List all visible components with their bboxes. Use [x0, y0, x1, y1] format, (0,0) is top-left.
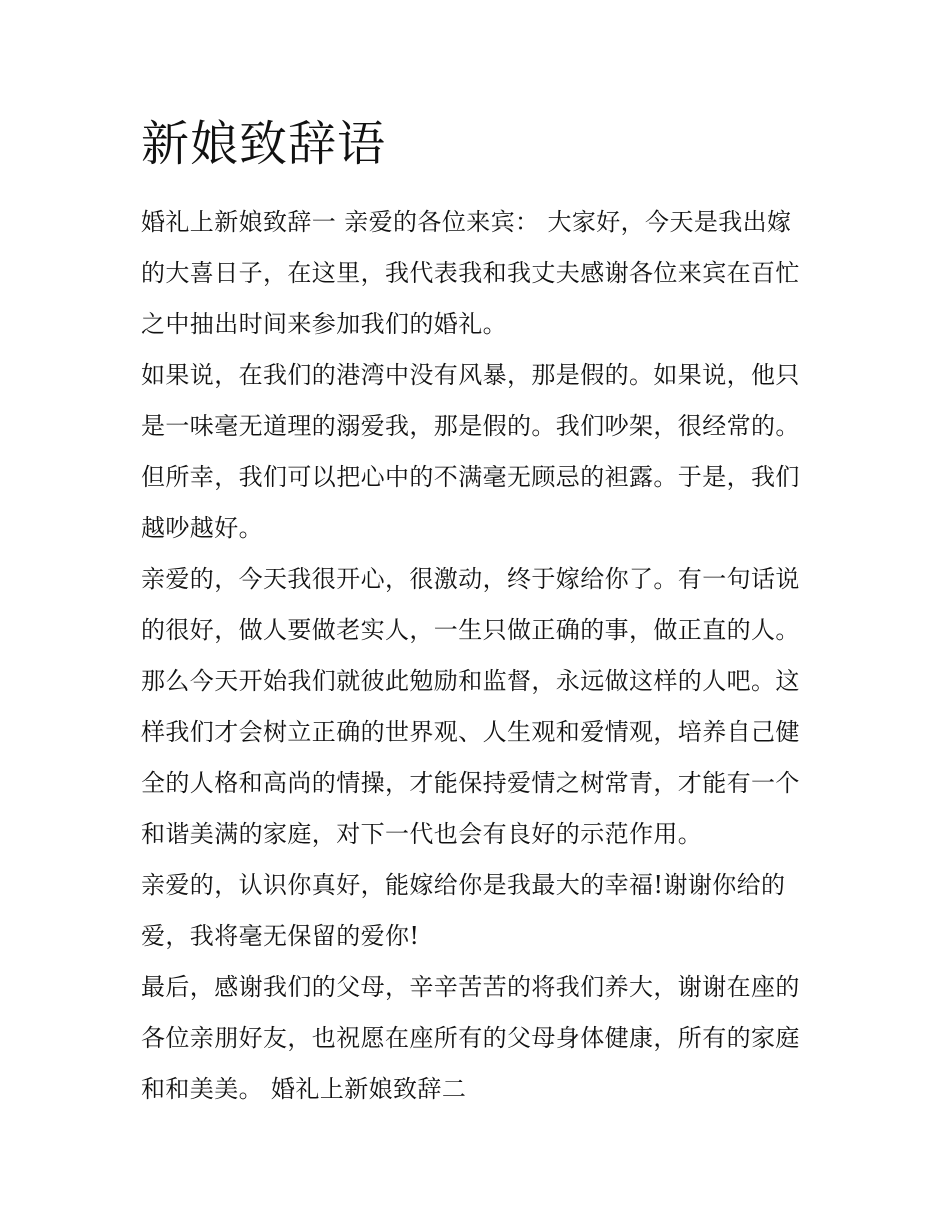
paragraph-line: 的大喜日子，在这里，我代表我和我丈夫感谢各位来宾在百忙	[141, 259, 800, 287]
paragraph-line: 和和美美。 婚礼上新娘致辞二	[141, 1075, 467, 1103]
paragraph-line: 全的人格和高尚的情操，才能保持爱情之树常青，才能有一个	[141, 769, 800, 797]
paragraph-line: 之中抽出时间来参加我们的婚礼。	[141, 310, 507, 338]
paragraph-line: 如果说，在我们的港湾中没有风暴，那是假的。如果说，他只	[141, 361, 800, 389]
paragraph-line: 亲爱的，今天我很开心，很激动，终于嫁给你了。有一句话说	[141, 565, 800, 593]
document-title: 新娘致辞语	[141, 116, 387, 172]
paragraph-line: 越吵越好。	[141, 514, 263, 542]
paragraph-line: 那么今天开始我们就彼此勉励和监督，永远做这样的人吧。这	[141, 667, 800, 695]
paragraph-line: 是一味毫无道理的溺爱我，那是假的。我们吵架，很经常的。	[141, 412, 800, 440]
paragraph-line: 的很好，做人要做老实人，一生只做正确的事，做正直的人。	[141, 616, 800, 644]
paragraph-line: 但所幸，我们可以把心中的不满毫无顾忌的袒露。于是，我们	[141, 463, 800, 491]
paragraph-line: 亲爱的，认识你真好，能嫁给你是我最大的幸福!谢谢你给的	[141, 871, 786, 899]
paragraph-line: 各位亲朋好友，也祝愿在座所有的父母身体健康，所有的家庭	[141, 1024, 800, 1052]
paragraph-line: 样我们才会树立正确的世界观、人生观和爱情观，培养自己健	[141, 718, 800, 746]
paragraph-line: 婚礼上新娘致辞一 亲爱的各位来宾： 大家好，今天是我出嫁	[141, 208, 792, 236]
paragraph-line: 和谐美满的家庭，对下一代也会有良好的示范作用。	[141, 820, 703, 848]
paragraph-line: 爱，我将毫无保留的爱你!	[141, 922, 420, 950]
paragraph-line: 最后，感谢我们的父母，辛辛苦苦的将我们养大，谢谢在座的	[141, 973, 800, 1001]
